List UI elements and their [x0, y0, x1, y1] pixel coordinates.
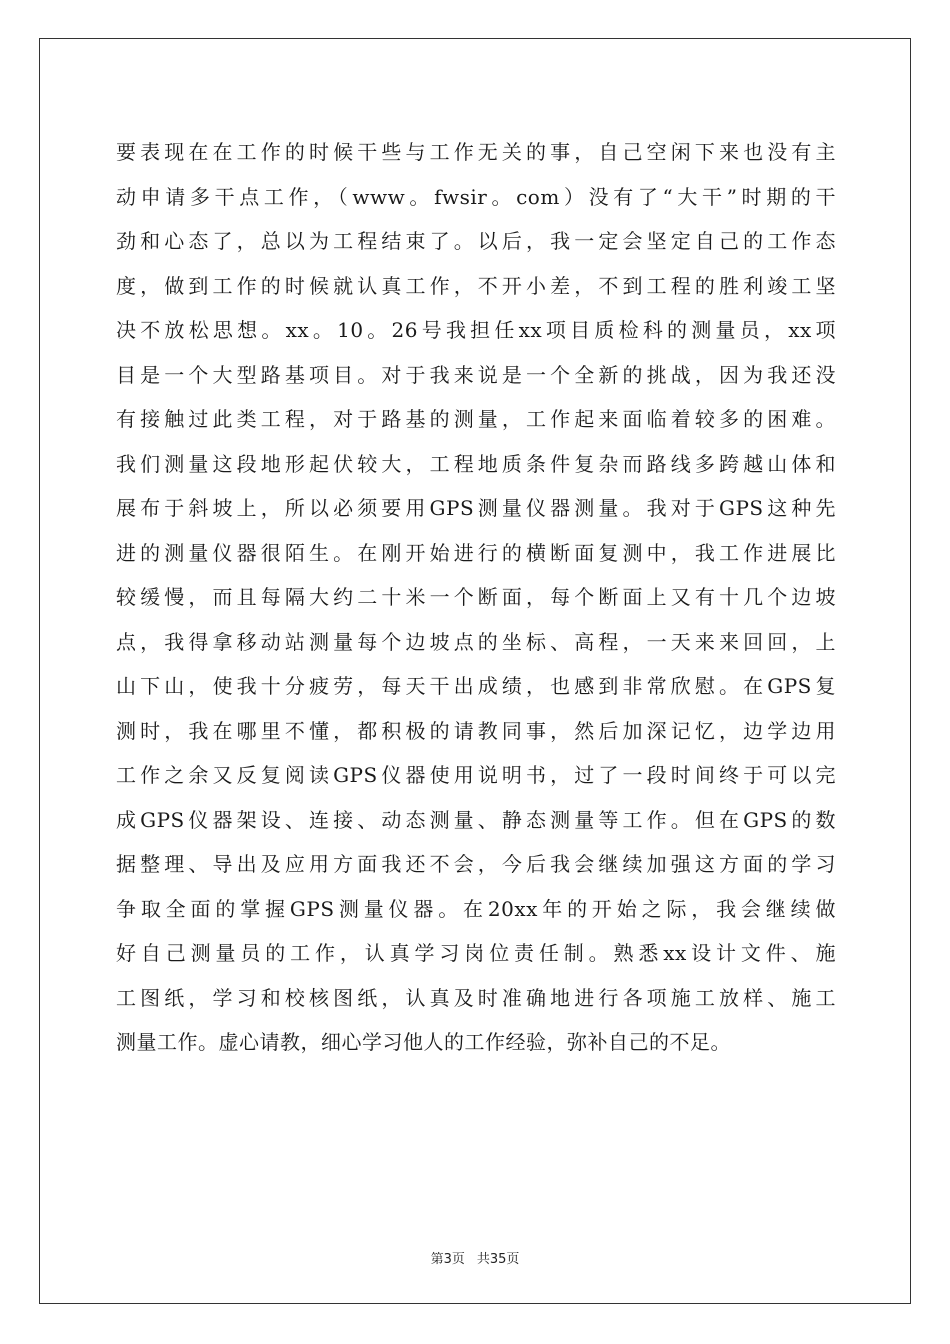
text-line: 要表现在在工作的时候干些与工作无关的事，自己空闲下来也没有主	[116, 140, 836, 164]
text-line: 目是一个大型路基项目。对于我来说是一个全新的挑战，因为我还没	[116, 362, 836, 387]
text-line: 成GPS仪器架设、连接、动态测量、静态测量等工作。但在GPS的数	[116, 807, 836, 832]
text-line: 好自己测量员的工作，认真学习岗位责任制。熟悉xx设计文件、施	[116, 941, 836, 965]
text-line: 进的测量仪器很陌生。在刚开始进行的横断面复测中，我工作进展比	[116, 540, 836, 565]
text-line: 工图纸，学习和校核图纸，认真及时准确地进行各项施工放样、施工	[116, 985, 836, 1010]
page-number-current: 第3页	[430, 1252, 465, 1267]
text-line: 度，做到工作的时候就认真工作，不开小差，不到工程的胜利竣工坚	[116, 273, 836, 298]
text-line: 点，我得拿移动站测量每个边坡点的坐标、高程，一天来来回回，上	[116, 629, 836, 654]
text-line: 争取全面的掌握GPS测量仪器。在20xx年的开始之际，我会继续做	[116, 896, 836, 921]
text-line: 动申请多干点工作，（www。fwsir。com）没有了“大干”时期的干	[116, 184, 836, 209]
text-line: 我们测量这段地形起伏较大，工程地质条件复杂而路线多跨越山体和	[116, 451, 836, 476]
text-line: 工作之余又反复阅读GPS仪器使用说明书，过了一段时间终于可以完	[116, 763, 836, 787]
text-line: 据整理、导出及应用方面我还不会，今后我会继续加强这方面的学习	[116, 852, 836, 876]
page-footer	[0, 1248, 950, 1267]
text-line: 劲和心态了，总以为工程结束了。以后，我一定会坚定自己的工作态	[116, 229, 836, 253]
text-line: 山下山，使我十分疲劳，每天干出成绩，也感到非常欣慰。在GPS复	[116, 674, 836, 698]
text-line: 展布于斜坡上，所以必须要用GPS测量仪器测量。我对于GPS这种先	[116, 496, 836, 520]
text-line: 决不放松思想。xx。10。26号我担任xx项目质检科的测量员，xx项	[116, 318, 836, 342]
document-body	[116, 130, 836, 1065]
text-line: 较缓慢，而且每隔大约二十米一个断面，每个断面上又有十几个边坡	[116, 585, 836, 609]
text-line: 测量工作。虚心请教，细心学习他人的工作经验，弥补自己的不足。	[116, 1030, 731, 1054]
text-line: 有接触过此类工程，对于路基的测量，工作起来面临着较多的困难。	[116, 407, 836, 431]
text-line: 测时，我在哪里不懂，都积极的请教同事，然后加深记忆，边学边用	[116, 718, 836, 743]
page-number-total: 共35页	[476, 1252, 520, 1267]
